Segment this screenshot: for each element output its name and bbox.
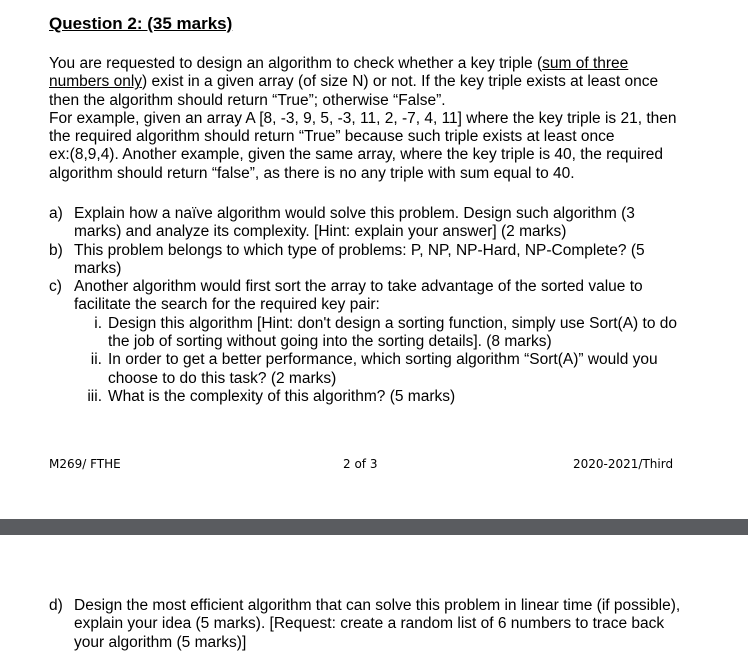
- intro-line: [49, 55, 748, 73]
- subpart-line: choose to do this task? (2 marks): [108, 369, 337, 387]
- subpart-marker: ii.: [90, 351, 102, 369]
- part-c-i: [49, 315, 748, 352]
- question-parts: [49, 205, 748, 406]
- intro-text: You are requested to design an algorithm to check whether a key triple (: [49, 55, 543, 72]
- part-line: Explain how a naïve algorithm would solve this problem. Design such algorithm (3: [74, 205, 635, 222]
- part-marker: a): [49, 205, 63, 222]
- part-c: [49, 278, 748, 315]
- part-d-item: [49, 597, 748, 652]
- part-line: facilitate the search for the required key pair:: [74, 296, 380, 314]
- subpart-line: What is the complexity of this algorithm? (5 marks): [108, 387, 456, 405]
- subpart-marker: iii.: [87, 387, 102, 405]
- intro-underlined-text: sum of three: [542, 55, 629, 72]
- part-marker: b): [49, 241, 63, 259]
- part-line: explain your idea (5 marks). [Request: create a random list of 6 numbers to trace back: [74, 615, 665, 633]
- intro-line: the required algorithm should return “True” because such triple exists at least once: [49, 128, 615, 146]
- part-a: [49, 205, 748, 242]
- page-separator: [0, 519, 748, 535]
- part-line: your algorithm (5 marks)]: [74, 633, 247, 651]
- part-line: marks) and analyze its complexity. [Hint: explain your answer] (2 marks): [74, 223, 567, 241]
- part-line: Design the most efficient algorithm that can solve this problem in linear time (if possible),: [74, 597, 681, 614]
- intro-line: then the algorithm should return “True”; otherwise “False”.: [49, 91, 446, 109]
- subpart-line: Design this algorithm [Hint: don't design a sorting function, simply use Sort(A) to do: [108, 314, 677, 332]
- part-line: This problem belongs to which type of problems: P, NP, NP-Hard, NP-Complete? (5: [74, 241, 645, 259]
- part-marker: d): [49, 597, 63, 614]
- intro-line: ex:(8,9,4). Another example, given the same array, where the key triple is 40, the required: [49, 146, 664, 164]
- part-d: [49, 597, 748, 652]
- part-marker: c): [49, 278, 62, 296]
- part-line: marks): [74, 259, 122, 277]
- part-line: Another algorithm would first sort the array to take advantage of the sorted value to: [74, 278, 643, 296]
- part-b: [49, 242, 748, 279]
- subpart-line: the job of sorting without going into the sorting details]. (8 marks): [108, 333, 552, 351]
- question-intro: [49, 55, 748, 183]
- subpart-marker: i.: [94, 314, 102, 332]
- intro-line: algorithm should return “false”, as there is no any triple with sum equal to 40.: [49, 164, 575, 182]
- part-c-iii: [49, 388, 748, 406]
- footer-course: M269/ FTHE: [49, 457, 121, 471]
- footer-term: 2020-2021/Third: [573, 457, 674, 471]
- intro-line: [49, 73, 748, 91]
- intro-text: ) exist in a given array (of size N) or not. If the key triple exists at least once: [142, 73, 659, 91]
- subpart-line: In order to get a better performance, which sorting algorithm “Sort(A)” would you: [108, 351, 658, 369]
- intro-line: For example, given an array A [8, -3, 9, 5, -3, 11, 2, -7, 4, 11] where the key triple is 21, then: [49, 109, 677, 127]
- footer-page-number: 2 of 3: [343, 457, 378, 471]
- question-title: Question 2: (35 marks): [49, 14, 233, 33]
- intro-underlined-text: numbers only: [49, 73, 143, 91]
- part-c-ii: [49, 351, 748, 388]
